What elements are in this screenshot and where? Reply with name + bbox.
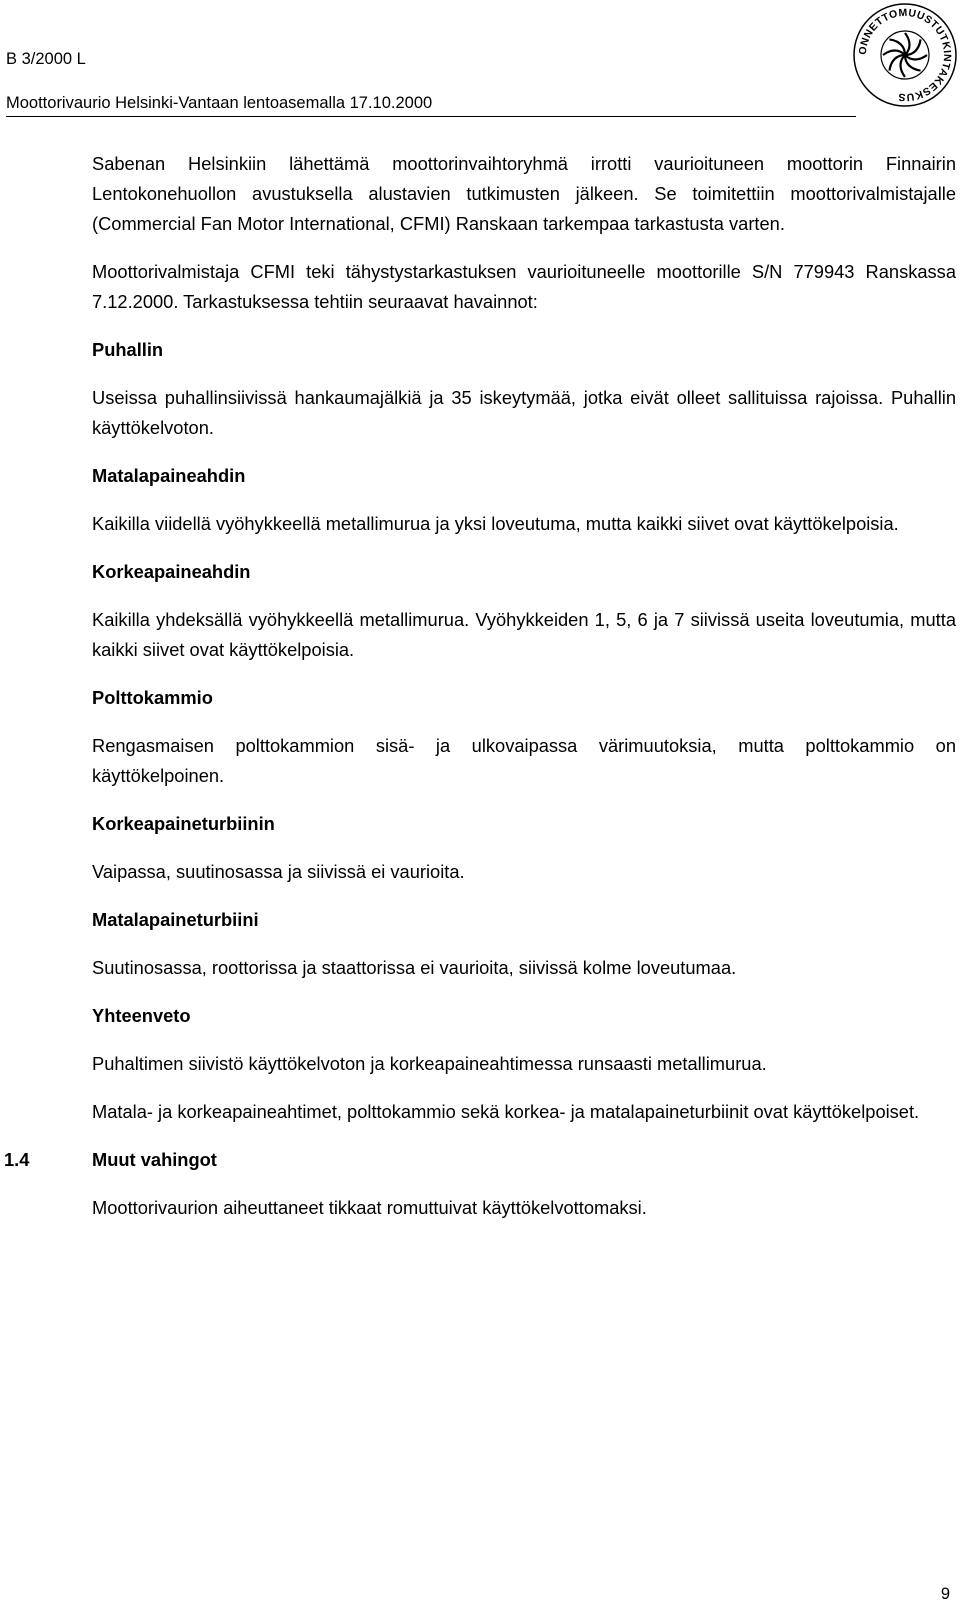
page-header [0,0,960,120]
section-number: 1.4 [4,1149,30,1170]
paragraph-yhteenveto-2: Matala- ja korkeapaineahtimet, polttokammio sekä korkea- ja matalapaineturbiinit ovat käyttökelpoiset. [92,1101,920,1122]
heading-puhallin: Puhallin [92,339,164,360]
paragraph-yhteenveto-1: Puhaltimen siivistö käyttökelvoton ja korkeapaineahtimessa runsaasti metallimurua. [92,1053,767,1074]
svg-text:ONNETTOMUUSTUTKINTAKESKUS: ONNETTOMUUSTUTKINTAKESKUS [856,6,954,104]
paragraph-polttokammio: Rengasmaisen polttokammion sisä- ja ulkovaipassa värimuutoksia, mutta polttokammio on käyttökelpoinen. [92,735,956,786]
paragraph-korkeapaineahdin: Kaikilla yhdeksällä vyöhykkeellä metallimurua. Vyöhykkeiden 1, 5, 6 ja 7 siivissä useita loveutumia, mutta kaikki siivet ovat käyttökelpoisia. [92,609,956,660]
paragraph-puhallin: Useissa puhallinsiivissä hankaumajälkiä ja 35 iskeytymää, jotka eivät olleet sallituissa rajoissa. Puhallin käyttökelvoton. [92,387,956,438]
page-number: 9 [940,1585,950,1603]
heading-matalapaineahdin: Matalapaineahdin [92,465,246,486]
paragraph-matalapaineturbiini: Suutinosassa, roottorissa ja staattorissa ei vaurioita, siivissä kolme loveutumaa. [92,957,737,978]
report-id: B 3/2000 L [6,50,86,68]
paragraph-matalapaineahdin: Kaikilla viidellä vyöhykkeellä metallimurua ja yksi loveutuma, mutta kaikki siivet ovat käyttökelpoisia. [92,513,899,534]
section-heading-muut-vahingot [4,1145,956,1175]
heading-matalapaineturbiini: Matalapaineturbiini [92,909,259,930]
heading-korkeapaineahdin: Korkeapaineahdin [92,561,251,582]
agency-seal-icon [852,2,958,108]
heading-korkeapaineturbiini: Korkeapaineturbiinin [92,813,275,834]
report-title: Moottorivaurio Helsinki-Vantaan lentoasemalla 17.10.2000 [6,94,433,112]
heading-yhteenveto: Yhteenveto [92,1005,191,1026]
section-title: Muut vahingot [92,1149,217,1170]
paragraph-muut-vahingot: Moottorivaurion aiheuttaneet tikkaat romuttuivat käyttökelvottomaksi. [92,1197,647,1218]
inspection-paragraph: Moottorivalmistaja CFMI teki tähystystarkastuksen vaurioituneelle moottorille S/N 779943 Ranskassa 7.12.2000. Tarkastuksessa tehtiin seuraavat havainnot: [92,261,956,312]
paragraph-korkeapaineturbiini: Vaipassa, suutinosassa ja siivissä ei vaurioita. [92,861,465,882]
intro-paragraph: Sabenan Helsinkiin lähettämä moottorinvaihtoryhmä irrotti vaurioituneen moottorin Finnairin Lentokonehuollon avustuksella alustavien tutkimusten jälkeen. Se toimitettiin moottorivalmistajalle (Commercial Fan Motor International, CFMI) Ranskaan tarkempaa tarkastusta varten. [92,153,956,234]
document-body [4,149,956,1241]
heading-polttokammio: Polttokammio [92,687,213,708]
header-rule [6,116,856,117]
